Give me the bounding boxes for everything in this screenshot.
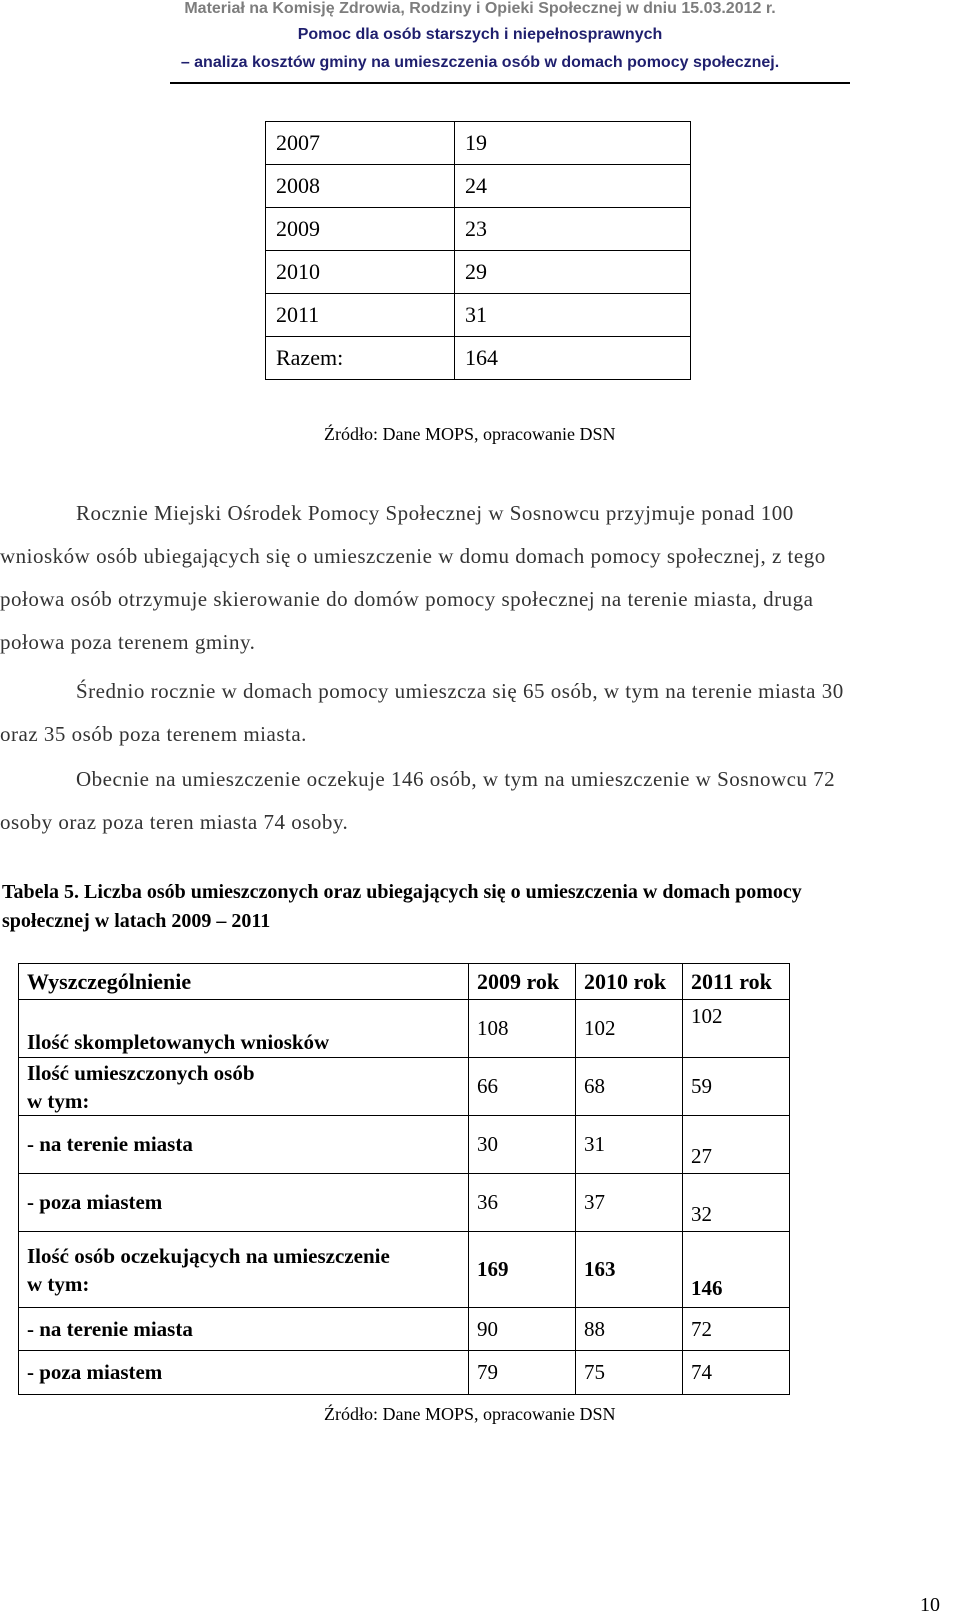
- header-line-2: Pomoc dla osób starszych i niepełnosprawnych: [297, 26, 663, 43]
- paragraph-line: osoby oraz poza teren miasta 74 osoby.: [0, 810, 349, 834]
- table-row: [266, 165, 691, 208]
- table-cell: 19: [455, 122, 691, 165]
- table-cell: 164: [455, 337, 691, 380]
- table-cell: 74: [683, 1351, 790, 1395]
- row-label: [19, 1058, 469, 1116]
- table-cell: 31: [455, 294, 691, 337]
- page-number: 10: [920, 1594, 940, 1616]
- paragraph-line: Obecnie na umieszczenie oczekuje 146 osób, w tym na umieszczenie w Sosnowcu 72: [76, 767, 836, 791]
- paragraph-line: wniosków osób ubiegających się o umieszczenie w domu domach pomocy społecznej, z tego: [0, 544, 826, 568]
- paragraph-line: Rocznie Miejski Ośrodek Pomocy Społecznej w Sosnowcu przyjmuje ponad 100: [76, 501, 794, 525]
- table-cell: 36: [469, 1174, 576, 1232]
- table-cell: 90: [469, 1308, 576, 1351]
- row-label-line: Ilość osób oczekujących na umieszczenie: [27, 1243, 390, 1268]
- table-row: [266, 208, 691, 251]
- paragraph-3: [0, 758, 958, 844]
- table-cell: 75: [576, 1351, 683, 1395]
- table-cell: 68: [576, 1058, 683, 1116]
- table-row: [266, 251, 691, 294]
- row-label-line: Ilość umieszczonych osób: [27, 1060, 255, 1085]
- table-caption: [2, 878, 958, 936]
- caption-line: Tabela 5. Liczba osób umieszczonych oraz ubiegających się o umieszczenia w domach pomocy: [2, 881, 802, 903]
- table-cell: 102: [576, 1000, 683, 1058]
- table-cell: 2007: [266, 122, 455, 165]
- table-row: [266, 337, 691, 380]
- caption-line: społecznej w latach 2009 – 2011: [2, 910, 271, 932]
- table-row: [19, 1058, 790, 1116]
- table-cell: 37: [576, 1174, 683, 1232]
- table1-source: Źródło: Dane MOPS, opracowanie DSN: [324, 424, 616, 444]
- paragraph-line: Średnio rocznie w domach pomocy umieszcza się 65 osób, w tym na terenie miasta 30: [76, 679, 844, 703]
- row-label-line: w tym:: [27, 1271, 90, 1296]
- table-row: [19, 1174, 790, 1232]
- row-label: - na terenie miasta: [19, 1308, 469, 1351]
- table-cell: 72: [683, 1308, 790, 1351]
- header-line-1: Materiał na Komisję Zdrowia, Rodziny i Opieki Społecznej w dniu 15.03.2012 r.: [184, 0, 776, 17]
- row-label: - poza miastem: [19, 1351, 469, 1395]
- header-cell: 2010 rok: [576, 964, 683, 1000]
- table-cell: 31: [576, 1116, 683, 1174]
- paragraph-line: połowa osób otrzymuje skierowanie do domów pomocy społecznej na terenie miasta, druga: [0, 587, 814, 611]
- table-cell: 24: [455, 165, 691, 208]
- table2-source: Źródło: Dane MOPS, opracowanie DSN: [324, 1404, 616, 1424]
- table-cell: 88: [576, 1308, 683, 1351]
- paragraph-line: oraz 35 osób poza terenem miasta.: [0, 722, 307, 746]
- row-label-line: w tym:: [27, 1088, 90, 1113]
- table-cell: 59: [683, 1058, 790, 1116]
- table-cell: 29: [455, 251, 691, 294]
- header-line-3: – analiza kosztów gminy na umieszczenia osób w domach pomocy społecznej.: [180, 54, 780, 71]
- table-cell: 163: [576, 1232, 683, 1308]
- table-row: [266, 294, 691, 337]
- yearly-table: [265, 121, 691, 380]
- table-row: [19, 1000, 790, 1058]
- table-cell: 23: [455, 208, 691, 251]
- table-cell: 27: [683, 1116, 790, 1174]
- table-cell: 2011: [266, 294, 455, 337]
- paragraph-1: [0, 492, 958, 664]
- table-header-row: [19, 964, 790, 1000]
- row-label: Ilość skompletowanych wniosków: [19, 1000, 469, 1058]
- table-row: [19, 1232, 790, 1308]
- table-cell: 30: [469, 1116, 576, 1174]
- table-cell: 108: [469, 1000, 576, 1058]
- table-row: [19, 1116, 790, 1174]
- table-cell: 66: [469, 1058, 576, 1116]
- table-row: [266, 122, 691, 165]
- header-cell: 2011 rok: [683, 964, 790, 1000]
- table-cell: 146: [683, 1232, 790, 1308]
- header-cell: Wyszczególnienie: [19, 964, 469, 1000]
- table-cell: 169: [469, 1232, 576, 1308]
- row-label: - poza miastem: [19, 1174, 469, 1232]
- paragraph-2: [0, 670, 958, 756]
- table-cell: 79: [469, 1351, 576, 1395]
- row-label: [19, 1232, 469, 1308]
- table-row: [19, 1351, 790, 1395]
- table-cell: 2010: [266, 251, 455, 294]
- table-row: [19, 1308, 790, 1351]
- table-cell: Razem:: [266, 337, 455, 380]
- row-label: - na terenie miasta: [19, 1116, 469, 1174]
- table-cell: 102: [683, 1000, 790, 1058]
- paragraph-line: połowa poza terenem gminy.: [0, 630, 256, 654]
- placement-table: [18, 963, 790, 1395]
- table-cell: 32: [683, 1174, 790, 1232]
- table-cell: 2008: [266, 165, 455, 208]
- header-divider: [170, 82, 850, 84]
- header-cell: 2009 rok: [469, 964, 576, 1000]
- table-cell: 2009: [266, 208, 455, 251]
